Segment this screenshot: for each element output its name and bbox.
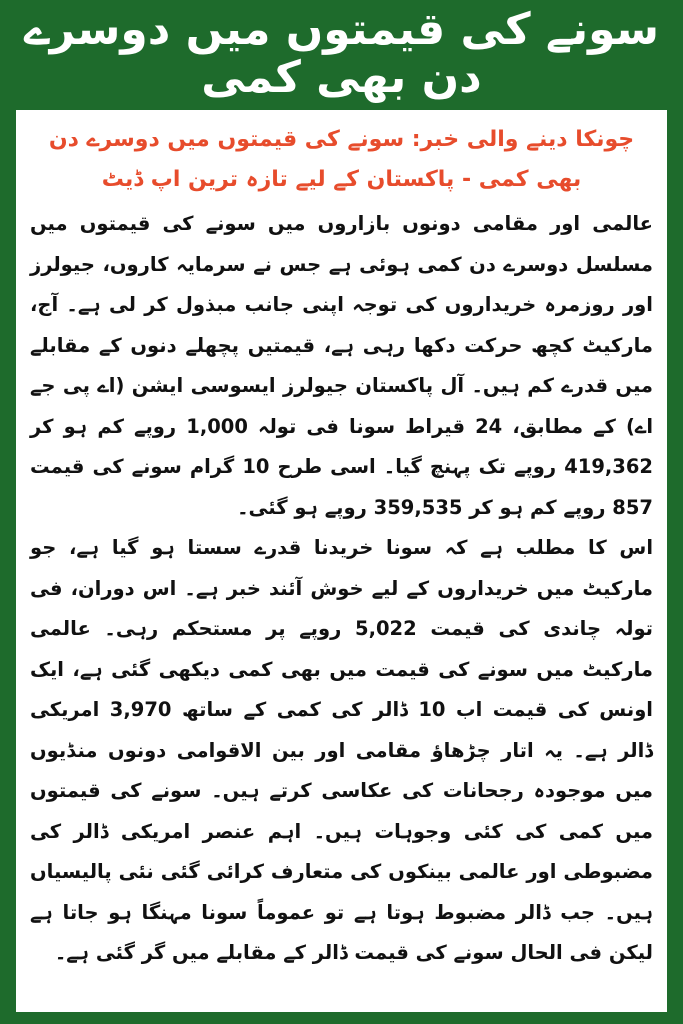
article-paragraph-1: عالمی اور مقامی دونوں بازاروں میں سونے کی قیمتوں میں مسلسل دوسرے دن کمی ہوئی ہے جس نے سرمایہ کاروں، جیولرز اور روزمرہ خریداروں کی توجہ اپنی جانب مبذول کر لی ہے۔ آج، مارکیٹ کچھ حرکت دکھا رہی ہے، قیمتیں پچھلے دنوں کے مقابلے میں قدرے کم ہیں۔ آل پاکستان جیولرز ایسوسی ایشن (اے پی جے اے) کے مطابق، 24 قیراط سونا فی تولہ 1,000 روپے کم ہو کر 419,362 روپے تک پہنچ گیا۔ اسی طرح 10 گرام سونے کی قیمت 857 روپے کم ہو کر 359,535 روپے ہو گئی۔ — [30, 212, 654, 519]
article-subtitle: چونکا دینے والی خبر: سونے کی قیمتوں میں دوسرے دن بھی کمی - پاکستان کے لیے تازہ ترین اپ ڈیٹ — [48, 127, 635, 192]
article-paragraph-2: اس کا مطلب ہے کہ سونا خریدنا قدرے سستا ہو گیا ہے، جو مارکیٹ میں خریداروں کے لیے خوش آئند خبر ہے۔ اس دوران، فی تولہ چاندی کی قیمت 5,022 روپے پر مستحکم رہی۔ عالمی مارکیٹ میں سونے کی قیمت میں بھی کمی دیکھی گئی ہے، ایک اونس کی قیمت اب 10 ڈالر کی کمی کے ساتھ 3,970 امریکی ڈالر ہے۔ یہ اتار چڑھاؤ مقامی اور بین الاقوامی دونوں منڈیوں میں موجودہ رجحانات کی عکاسی کرتے ہیں۔ سونے کی قیمتوں میں کمی کی کئی وجوہات ہیں۔ اہم عنصر امریکی ڈالر کی مضبوطی اور عالمی بینکوں کی متعارف کرائی گئی نئی پالیسیاں ہیں۔ جب ڈالر مضبوط ہوتا ہے تو عموماً سونا مہنگا ہو جاتا ہے لیکن فی الحال سونے کی قیمت ڈالر کے مقابلے میں گر گئی ہے۔ — [30, 536, 654, 964]
header-banner — [0, 0, 683, 108]
headline-title: سونے کی قیمتوں میں دوسرے دن بھی کمی — [23, 3, 660, 103]
article-panel — [16, 110, 667, 1012]
